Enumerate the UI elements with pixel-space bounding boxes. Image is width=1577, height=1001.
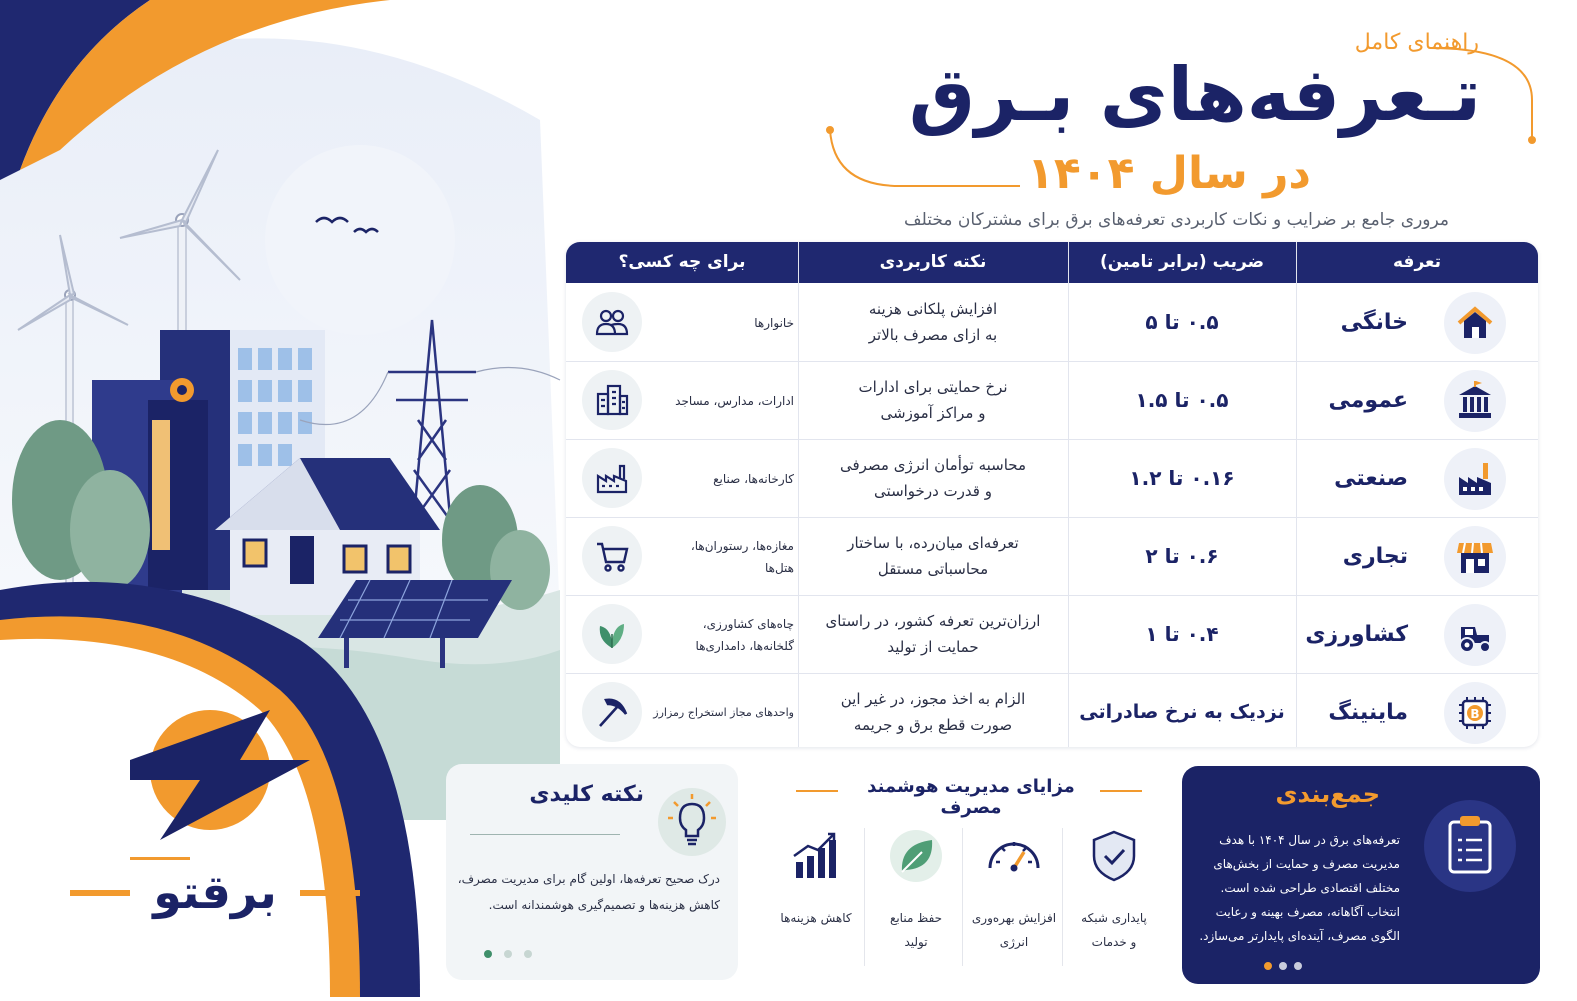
header-tip: نکته کاربردی (879, 252, 987, 272)
brand-logo (70, 700, 360, 930)
kicker-label: راهنمای کامل (1354, 30, 1479, 55)
page-description: مروری جامع بر ضرایب و نکات کاربردی تعرفه‌های برق برای مشترکان مختلف (904, 210, 1449, 230)
audience-line: کارخانه‌ها، صنایع (713, 471, 794, 486)
tariff-name: عمومی (1328, 388, 1408, 413)
summary-title: جمع‌بندی (1275, 780, 1380, 808)
clipboard-icon (1424, 800, 1516, 892)
tractor-icon (1444, 604, 1506, 666)
audience-line: چاه‌های کشاورزی، (702, 616, 794, 631)
tariff-coefficient: ۰.۵ تا ۵ (1145, 310, 1219, 334)
key-tip-card (446, 764, 738, 980)
tariff-coefficient: نزدیک به نرخ صادراتی (1079, 701, 1285, 723)
page-title: تـعرفه‌های بـرق (908, 52, 1481, 138)
audience-line: واحدهای مجاز استخراج رمزارز (653, 705, 794, 719)
lightbulb-icon (658, 788, 726, 856)
tariff-name: صنعتی (1334, 466, 1408, 491)
key-tip-title: نکته کلیدی (529, 782, 644, 807)
audience-line: ادارات، مدارس، مساجد (675, 393, 794, 408)
table-row (566, 284, 1538, 362)
tariff-audience (646, 518, 794, 595)
brand-name: برقتو (153, 865, 277, 919)
tariff-tip (798, 686, 1068, 738)
tip-line: محاسبه توأمان انرژی مصرفی (839, 456, 1027, 474)
benefits-title: مزایای مدیریت هوشمند مصرف (867, 776, 1075, 818)
tariff-name: خانگی (1340, 310, 1408, 335)
tip-line: صورت قطع برق و جریمه (853, 716, 1013, 734)
tariff-audience (646, 440, 794, 517)
tip-line: ارزان‌ترین تعرفه کشور، در راستای (825, 612, 1041, 630)
summary-line: تعرفه‌های برق در سال ۱۴۰۴ با هدف (1219, 833, 1400, 847)
summary-line: انتخاب آگاهانه، مصرف بهینه و رعایت (1215, 905, 1400, 919)
summary-line: مدیریت مصرف و حمایت از بخش‌های (1213, 857, 1400, 871)
key-tip-line: درک صحیح تعرفه‌ها، اولین گام برای مدیریت مصرف، (457, 872, 720, 886)
leaf-icon (886, 826, 946, 886)
people-icon (582, 292, 642, 352)
gauge-icon (984, 826, 1044, 886)
bitcoin-chip-icon (1444, 682, 1506, 744)
tip-line: نرخ حمایتی برای ادارات (858, 378, 1008, 396)
tariff-coefficient: ۰.۱۶ تا ۱.۲ (1129, 466, 1235, 490)
government-building-icon (1444, 370, 1506, 432)
tariff-name: تجاری (1342, 544, 1408, 569)
tip-line: به ازای مصرف بالاتر (868, 326, 998, 344)
leaf-icon (582, 604, 642, 664)
audience-line: گلخانه‌ها، دامداری‌ها (695, 638, 794, 653)
carousel-dot[interactable] (1294, 962, 1302, 970)
tip-line: تعرفه‌ای میان‌رده، با ساختار (847, 534, 1019, 552)
table-row (566, 440, 1538, 518)
benefit-item (1066, 826, 1162, 966)
audience-line: خانوارها (754, 315, 794, 330)
tariff-audience (646, 596, 794, 673)
tip-line: و مراکز آموزشی (880, 404, 986, 422)
tip-line: افزایش پلکانی هزینه (868, 300, 998, 318)
benefits-section (756, 768, 1168, 980)
summary-text (1180, 828, 1400, 948)
tariff-tip (798, 608, 1068, 660)
carousel-dot[interactable] (504, 950, 512, 958)
table-row (566, 362, 1538, 440)
key-tip-text (450, 866, 720, 918)
carousel-dot[interactable] (524, 950, 532, 958)
shield-check-icon (1084, 826, 1144, 886)
tip-line: حمایت از تولید (887, 638, 979, 656)
audience-line: هتل‌ها (764, 560, 794, 575)
tariff-tip (798, 374, 1068, 426)
header-audience: برای چه کسی؟ (618, 252, 746, 272)
tariff-coefficient: ۰.۶ تا ۲ (1145, 544, 1219, 568)
lightning-logo-icon (70, 700, 360, 860)
page-subtitle: در سال ۱۴۰۴ (1027, 148, 1311, 199)
benefit-label: افزایش بهره‌وری (971, 911, 1057, 925)
shopping-cart-icon (582, 526, 642, 586)
tariff-coefficient: ۰.۴ تا ۱ (1145, 622, 1219, 646)
tip-line: محاسباتی مستقل (877, 560, 989, 578)
tariff-name: ماینینگ (1328, 700, 1408, 725)
benefit-label: و خدمات (1091, 935, 1137, 949)
carousel-dot[interactable] (484, 950, 492, 958)
benefit-item (768, 826, 864, 966)
tariff-table (566, 242, 1538, 747)
table-row (566, 518, 1538, 596)
tariff-audience (646, 362, 794, 439)
tariff-audience (646, 674, 794, 747)
tariff-name: کشاورزی (1305, 622, 1408, 647)
benefit-label: کاهش هزینه‌ها (780, 911, 852, 925)
summary-line: مختلف اقتصادی طراحی شده است. (1220, 881, 1400, 895)
pickaxe-icon (582, 682, 642, 742)
svg-text:B: B (1470, 707, 1480, 721)
tariff-coefficient: ۰.۵ تا ۱.۵ (1135, 388, 1229, 412)
tariff-tip (798, 530, 1068, 582)
header-tariff: تعرفه (1393, 252, 1441, 272)
house-icon (1444, 292, 1506, 354)
shop-icon (1444, 526, 1506, 588)
tip-line: الزام به اخذ مجوز، در غیر این (840, 690, 1026, 708)
carousel-dot[interactable] (1264, 962, 1272, 970)
office-building-icon (582, 370, 642, 430)
factory-outline-icon (582, 448, 642, 508)
bar-chart-icon (786, 826, 846, 886)
tariff-audience (646, 284, 794, 361)
table-row (566, 674, 1538, 747)
benefit-label: تولید (904, 935, 928, 949)
benefit-item (868, 826, 964, 966)
benefit-item (966, 826, 1062, 966)
tariff-tip (798, 452, 1068, 504)
summary-line: الگوی مصرف، آینده‌ای پایدارتر می‌سازد. (1199, 929, 1400, 943)
carousel-dot[interactable] (1279, 962, 1287, 970)
summary-card (1182, 766, 1540, 984)
factory-icon (1444, 448, 1506, 510)
tip-line: و قدرت درخواستی (874, 482, 992, 500)
audience-line: مغازه‌ها، رستوران‌ها، (690, 538, 794, 553)
benefit-label: پایداری شبکه (1081, 911, 1147, 925)
header-coefficient: ضریب (برابر تامین) (1099, 252, 1265, 272)
table-header (566, 242, 1538, 283)
benefit-label: انرژی (999, 935, 1029, 949)
key-tip-line: کاهش هزینه‌ها و تصمیم‌گیری هوشمندانه است. (488, 898, 720, 912)
table-row (566, 596, 1538, 674)
tariff-tip (798, 296, 1068, 348)
benefit-label: حفظ منابع (889, 911, 943, 925)
